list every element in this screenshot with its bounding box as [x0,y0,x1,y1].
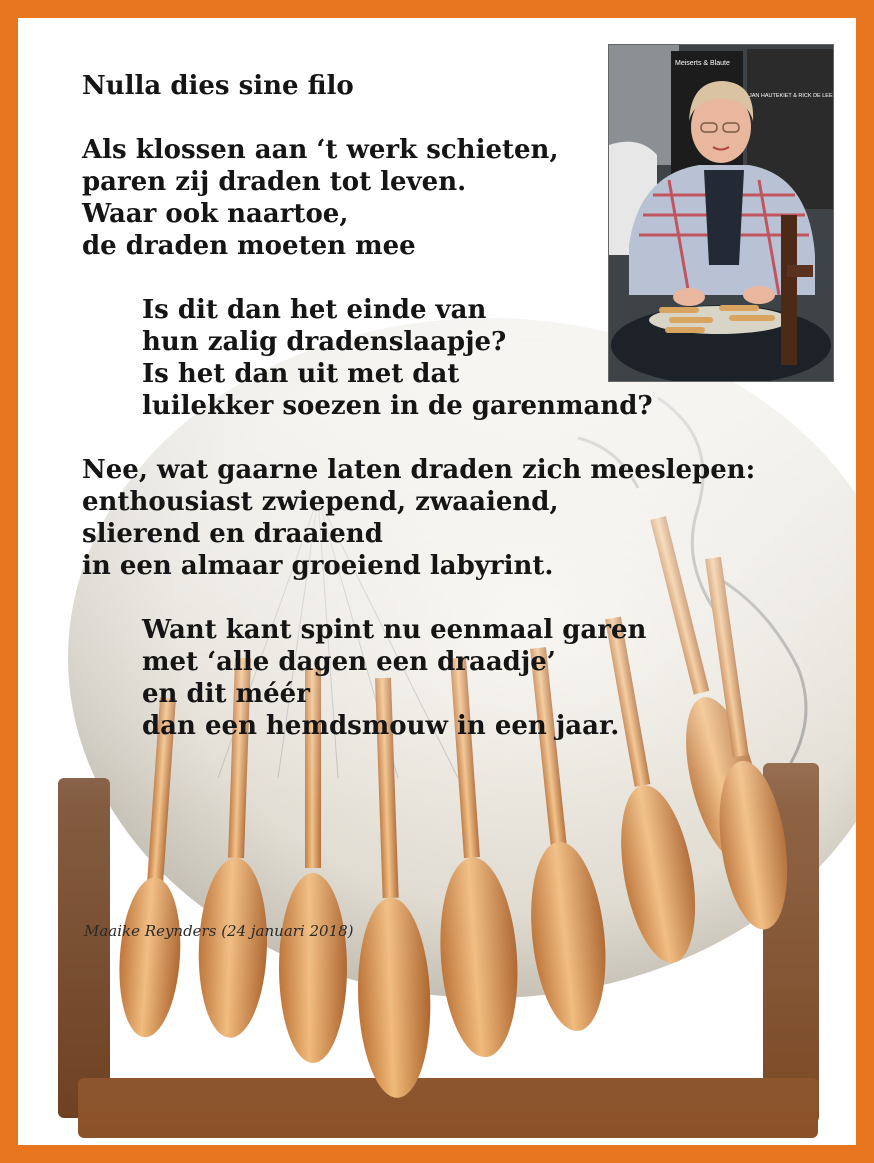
poster-left-text: Meiserts & Blaute [675,60,730,67]
poem-line: Nee, wat gaarne laten draden zich meeslepen: [82,455,756,485]
author-photo [608,44,834,382]
poem-line: enthousiast zwiepend, zwaaiend, [82,487,559,517]
poster-right-text: JAN HAUTEKIET & RICK DE LEE [749,93,833,99]
poster-page [18,18,856,1145]
poem-line: luilekker soezen in de garenmand? [142,391,653,421]
poem-line: Waar ook naartoe, [82,199,349,229]
poem-title: Nulla dies sine filo [82,71,354,101]
poem-line: de draden moeten mee [82,231,416,261]
poem-line: met ‘alle dagen een draadje’ [142,647,556,677]
poem-line: paren zij draden tot leven. [82,167,467,197]
poem-line: Is dit dan het einde van [142,295,487,325]
signature: Maaike Reynders (24 januari 2018) [84,922,354,940]
poem-line: in een almaar groeiend labyrint. [82,551,554,581]
author-photo-illustration [609,45,833,381]
poem-line: dan een hemdsmouw in een jaar. [142,711,620,741]
poem-line: slierend en draaiend [82,519,383,549]
poem-line: hun zalig dradenslaapje? [142,327,507,357]
stanza-4 [82,614,822,742]
poem-line: Want kant spint nu eenmaal garen [142,615,647,645]
poem-line: en dit méér [142,679,310,709]
stanza-3 [82,454,822,582]
poem-line: Als klossen aan ‘t werk schieten, [82,135,559,165]
poem-line: Is het dan uit met dat [142,359,460,389]
